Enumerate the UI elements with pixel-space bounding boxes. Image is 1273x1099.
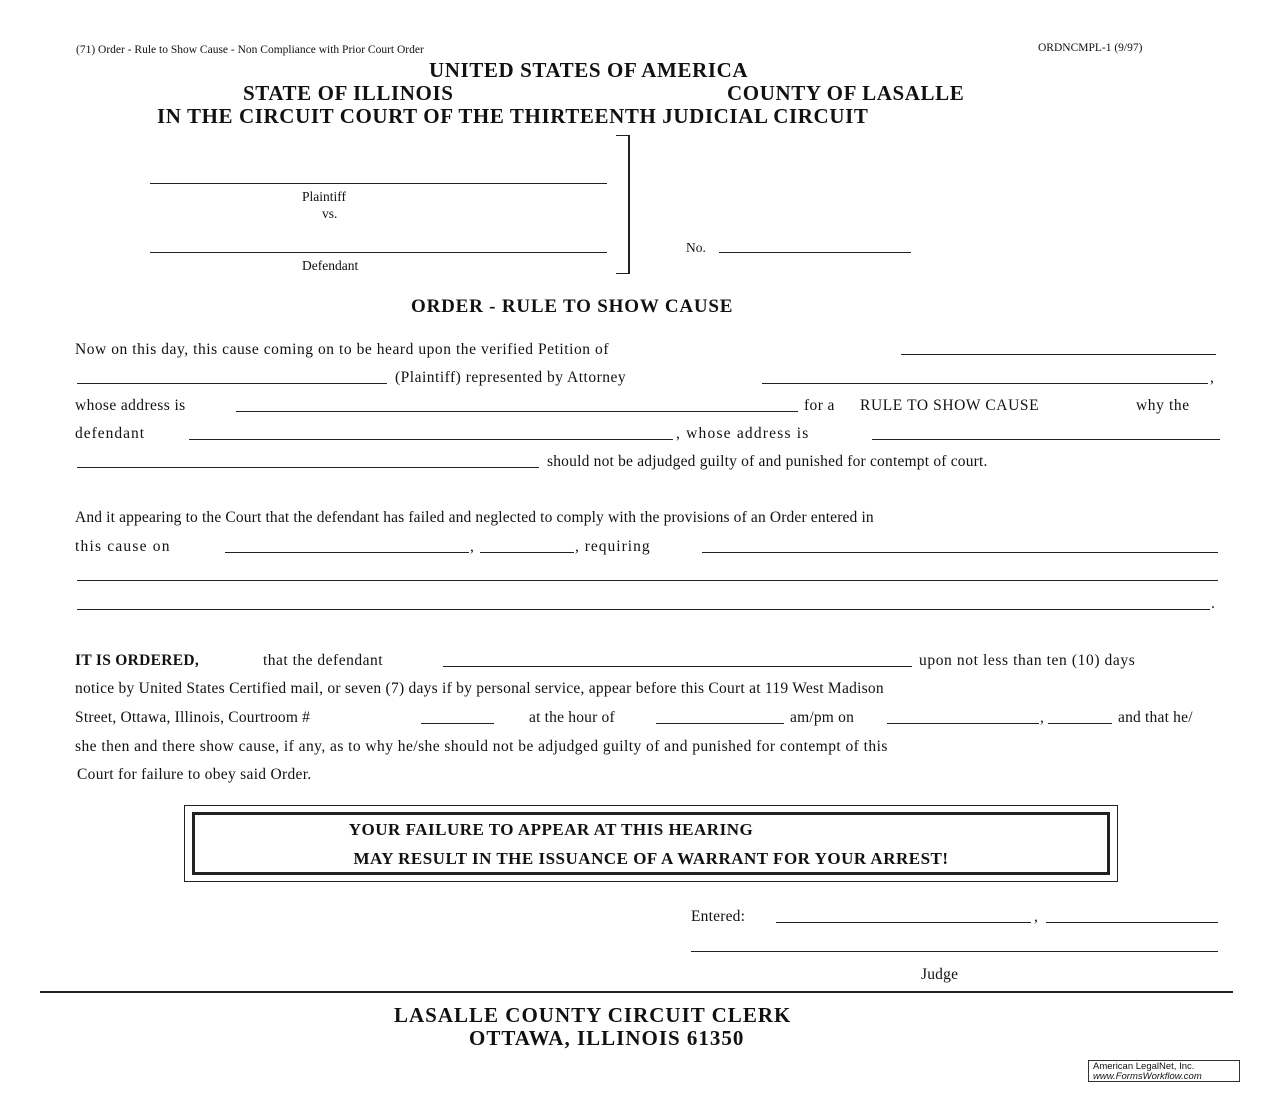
form-code: ORDNCMPL-1 (9/97): [1038, 42, 1143, 54]
caption-bracket: [616, 135, 630, 274]
case-no-line: [719, 252, 911, 253]
court-heading: IN THE CIRCUIT COURT OF THE THIRTEENTH JUDICIAL CIRCUIT: [157, 104, 869, 128]
entered-date-line: [776, 922, 1031, 923]
requiring-line-3: [77, 609, 1210, 610]
hour-line: [656, 723, 784, 724]
publisher-logo: [1088, 1060, 1240, 1082]
footer-rule: [40, 991, 1233, 993]
order-date-line: [225, 552, 469, 553]
publisher-url: www.FormsWorkflow.com: [1093, 1071, 1202, 1082]
state-heading: STATE OF ILLINOIS: [243, 81, 454, 105]
p1-line4-a: defendant: [75, 425, 146, 442]
p3-line2-text: notice by United States Certified mail, or seven (7) days if by personal service, appear before this Court at 119 West Madison: [75, 680, 884, 697]
petitioner-line: [901, 354, 1216, 355]
defendant-name-line: [189, 439, 673, 440]
p1-line3-c: RULE TO SHOW CAUSE: [860, 397, 1040, 414]
judge-signature-line: [691, 951, 1218, 952]
p3-line1-b: that the defendant: [263, 652, 384, 669]
p1-line3-d: why the: [1136, 397, 1190, 414]
order-year-line: [480, 552, 574, 553]
clerk-heading: LASALLE COUNTY CIRCUIT CLERK: [394, 1003, 792, 1027]
p2-line2-a: this cause on: [75, 538, 171, 555]
publisher-name: American LegalNet, Inc.: [1093, 1061, 1195, 1072]
p1-line2-text: (Plaintiff) represented by Attorney: [395, 369, 627, 386]
p1-line5-text: should not be adjudged guilty of and punished for contempt of court.: [547, 453, 988, 470]
entered-comma: ,: [1034, 908, 1039, 925]
hearing-year-line: [1048, 723, 1112, 724]
p2-line2-b: ,: [470, 538, 475, 555]
order-title: ORDER - RULE TO SHOW CAUSE: [411, 296, 734, 317]
judge-label: Judge: [921, 966, 959, 983]
p2-line4-end: .: [1211, 595, 1216, 612]
plaintiff-line: [150, 183, 607, 184]
country-heading: UNITED STATES OF AMERICA: [429, 58, 749, 82]
entered-year-line: [1046, 922, 1218, 923]
courtroom-line: [421, 723, 494, 724]
p2-line2-c: , requiring: [575, 538, 651, 555]
p3-line3-d: ,: [1040, 709, 1045, 726]
warning-line-1: YOUR FAILURE TO APPEAR AT THIS HEARING: [348, 820, 754, 839]
p3-line1-c: upon not less than ten (10) days: [919, 652, 1136, 669]
p1-line3-b: for a: [804, 397, 835, 414]
requiring-line-2: [77, 580, 1218, 581]
defendant-address-line-2: [77, 467, 539, 468]
p1-line4-b: , whose address is: [676, 425, 810, 442]
plaintiff-name-line: [77, 383, 387, 384]
p2-line1-text: And it appearing to the Court that the defendant has failed and neglected to comply with the provisions of an Order entered in: [75, 509, 874, 526]
plaintiff-label: Plaintiff: [302, 189, 347, 204]
p1-line1-text: Now on this day, this cause coming on to be heard upon the verified Petition of: [75, 341, 610, 358]
attorney-line: [762, 383, 1208, 384]
form-title-small: (71) Order - Rule to Show Cause - Non Compliance with Prior Court Order: [76, 44, 424, 56]
vs-label: vs.: [322, 206, 338, 221]
p3-line3-e: and that he/: [1118, 709, 1193, 726]
county-heading: COUNTY OF LASALLE: [727, 81, 965, 105]
requiring-line-1: [702, 552, 1218, 553]
p3-ordered-label: IT IS ORDERED,: [75, 652, 200, 669]
p3-line3-a: Street, Ottawa, Illinois, Courtroom #: [75, 709, 311, 726]
attorney-address-line: [236, 411, 798, 412]
p3-line5-text: Court for failure to obey said Order.: [77, 766, 312, 783]
entered-label: Entered:: [691, 908, 746, 925]
p3-line3-c: am/pm on: [790, 709, 855, 726]
hearing-date-line: [887, 723, 1039, 724]
defendant-label: Defendant: [302, 258, 359, 273]
case-no-label: No.: [686, 240, 706, 255]
warning-line-2: MAY RESULT IN THE ISSUANCE OF A WARRANT FOR YOUR ARREST!: [353, 849, 949, 868]
defendant-address-line: [872, 439, 1220, 440]
defendant-line: [150, 252, 607, 253]
p1-line3-a: whose address is: [75, 397, 186, 414]
p1-line2-end: ,: [1210, 369, 1215, 386]
p3-line4-text: she then and there show cause, if any, as to why he/she should not be adjudged guilty of and punished for contempt of this: [75, 738, 888, 755]
p3-line3-b: at the hour of: [529, 709, 615, 726]
clerk-address: OTTAWA, ILLINOIS 61350: [469, 1026, 745, 1050]
ordered-defendant-line: [443, 666, 912, 667]
